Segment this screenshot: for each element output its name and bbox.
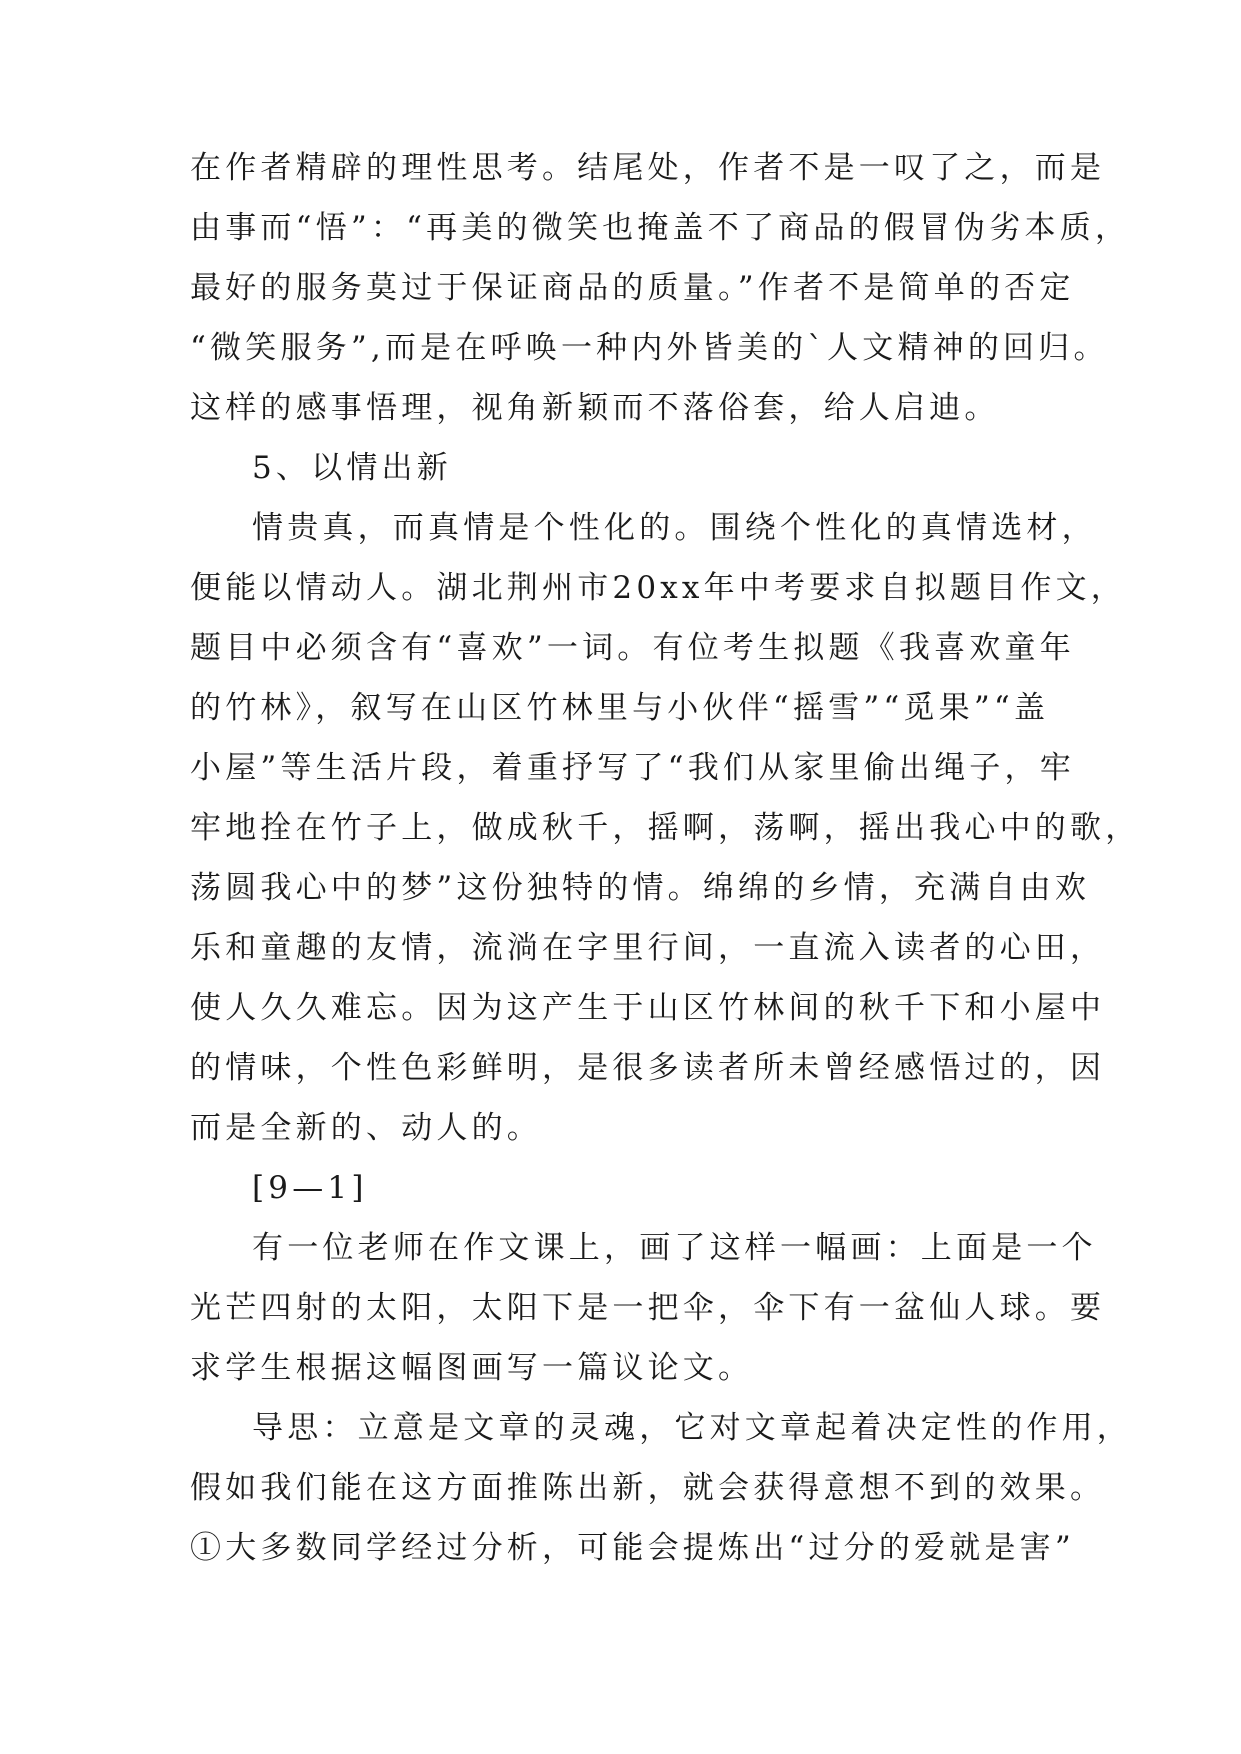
text-line: 情贵真，而真情是个性化的。围绕个性化的真情选材， (252, 510, 1097, 546)
text-line: 求学生根据这幅图画写一篇议论文。 (190, 1350, 754, 1386)
text-line: 乐和童趣的友情，流淌在字里行间，一直流入读者的心田， (190, 930, 1106, 966)
text-line: 假如我们能在这方面推陈出新，就会获得意想不到的效果。 (190, 1470, 1106, 1506)
text-line: 最好的服务莫过于保证商品的质量。”作者不是简单的否定 (190, 270, 1075, 306)
text-line: 题目中必须含有“喜欢”一词。有位考生拟题《我喜欢童年 (190, 630, 1075, 666)
section-heading: 5、以情出新 (252, 450, 452, 486)
section-heading: [9—1] (252, 1170, 368, 1206)
text-line: 的情味，个性色彩鲜明，是很多读者所未曾经感悟过的，因 (190, 1050, 1106, 1086)
text-line: 由事而“悟”：“再美的微笑也掩盖不了商品的假冒伪劣本质， (190, 210, 1131, 246)
text-line: 有一位老师在作文课上，画了这样一幅画：上面是一个 (252, 1230, 1097, 1266)
text-line: 使人久久难忘。因为这产生于山区竹林间的秋千下和小屋中 (190, 990, 1106, 1026)
text-line: 这样的感事悟理，视角新颖而不落俗套，给人启迪。 (190, 390, 1000, 426)
text-line: 便能以情动人。湖北荆州市20xx年中考要求自拟题目作文， (190, 570, 1127, 606)
text-line: ①大多数同学经过分析，可能会提炼出“过分的爱就是害” (190, 1530, 1075, 1566)
text-line: 小屋”等生活片段，着重抒写了“我们从家里偷出绳子，牢 (190, 750, 1075, 786)
text-line: 而是全新的、动人的。 (190, 1110, 542, 1146)
text-line: 的竹林》，叙写在山区竹林里与小伙伴“摇雪”“觅果”“盖 (190, 690, 1050, 726)
text-line: 导思：立意是文章的灵魂，它对文章起着决定性的作用， (252, 1410, 1132, 1446)
text-line: 牢地拴在竹子上，做成秋千，摇啊，荡啊，摇出我心中的歌， (190, 810, 1141, 846)
text-line: 光芒四射的太阳，太阳下是一把伞，伞下有一盆仙人球。要 (190, 1290, 1106, 1326)
text-line: “微笑服务”,而是在呼唤一种内外皆美的`人文精神的回归。 (190, 330, 1109, 366)
text-line: 荡圆我心中的梦”这份独特的情。绵绵的乡情，充满自由欢 (190, 870, 1091, 906)
text-line: 在作者精辟的理性思考。结尾处，作者不是一叹了之，而是 (190, 150, 1106, 186)
